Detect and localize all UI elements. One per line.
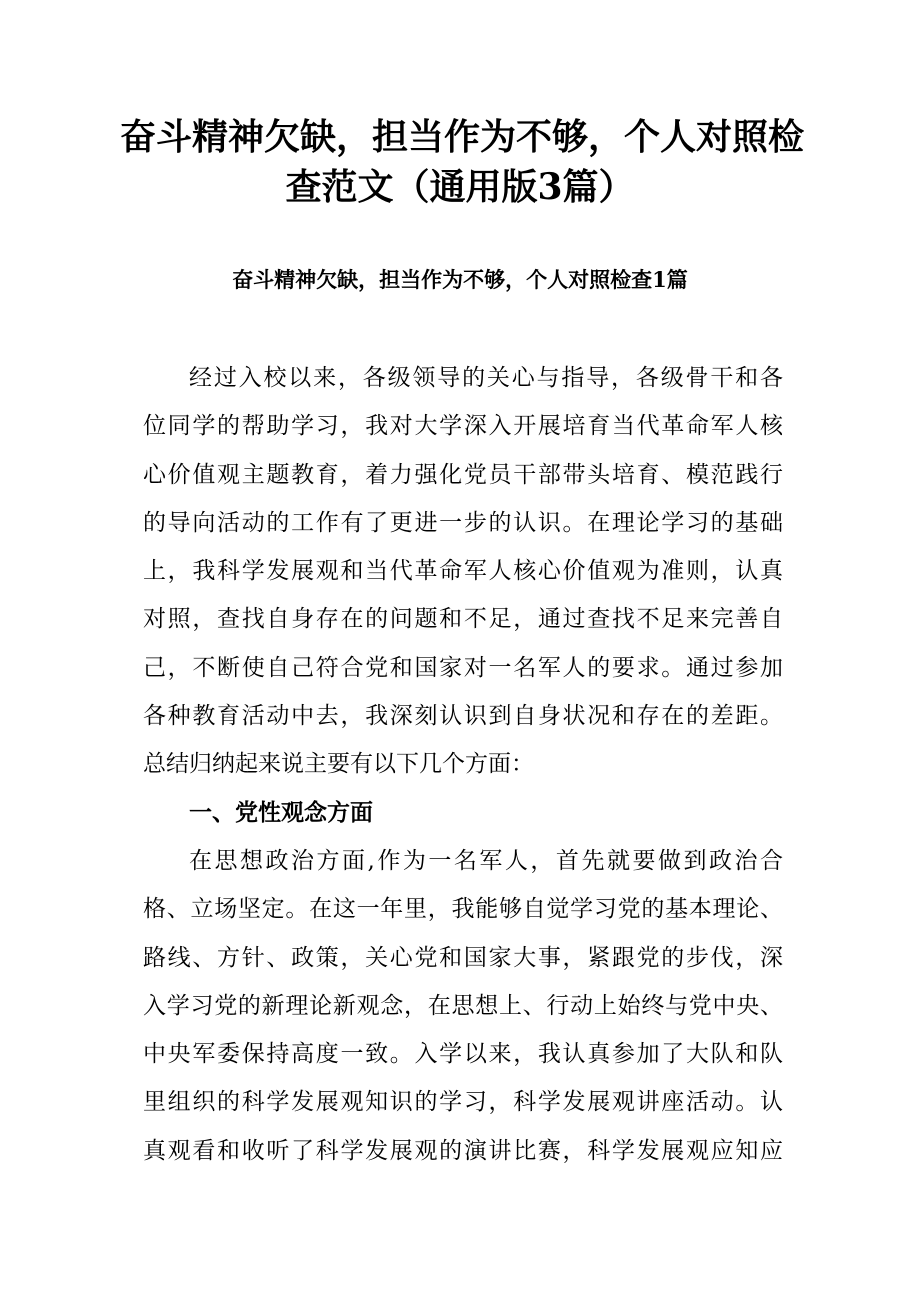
- paragraph-line: 上，我科学发展观和当代革命军人核心价值观为准则，认真: [143, 558, 783, 585]
- title-line: 奋斗精神欠缺，担当作为不够，个人对照检: [120, 116, 805, 158]
- body-text: [143, 354, 783, 1175]
- paragraph-line: 里组织的科学发展观知识的学习，科学发展观讲座活动。认: [143, 1089, 783, 1116]
- paragraph-line: 入学习党的新理论新观念，在思想上、行动上始终与党中央、: [143, 992, 783, 1019]
- paragraph-line: 中央军委保持高度一致。入学以来，我认真参加了大队和队: [143, 1041, 783, 1068]
- paragraph-line: 经过入校以来，各级领导的关心与指导，各级骨干和各: [189, 365, 783, 391]
- section-heading: 一、党性观念方面: [189, 798, 373, 826]
- paragraph-line: 的导向活动的工作有了更进一步的认识。在理论学习的基础: [143, 509, 783, 536]
- title-line: 查范文（通用版3篇）: [285, 166, 635, 208]
- section-subtitle: 奋斗精神欠缺，担当作为不够，个人对照检查1篇: [232, 267, 688, 292]
- paragraph-line: 对照，查找自身存在的问题和不足，通过查找不足来完善自: [143, 606, 783, 633]
- paragraph-line: 位同学的帮助学习，我对大学深入开展培育当代革命军人核: [143, 413, 783, 440]
- paragraph-line: 心价值观主题教育，着力强化党员干部带头培育、模范践行: [143, 461, 783, 488]
- document-title: [120, 112, 805, 212]
- paragraph-line: 总结归纳起来说主要有以下几个方面：: [143, 751, 534, 778]
- paragraph-line: 格、立场坚定。在这一年里，我能够自觉学习党的基本理论、: [143, 896, 783, 923]
- paragraph-line: 各种教育活动中去，我深刻认识到自身状况和存在的差距。: [143, 703, 783, 730]
- paragraph-line: 己，不断使自己符合党和国家对一名军人的要求。通过参加: [143, 654, 783, 681]
- paragraph-line: 真观看和收听了科学发展观的演讲比赛，科学发展观应知应: [143, 1137, 783, 1164]
- paragraph-line: 在思想政治方面,作为一名军人，首先就要做到政治合: [189, 847, 783, 874]
- paragraph-line: 路线、方针、政策，关心党和国家大事，紧跟党的步伐，深: [143, 944, 783, 971]
